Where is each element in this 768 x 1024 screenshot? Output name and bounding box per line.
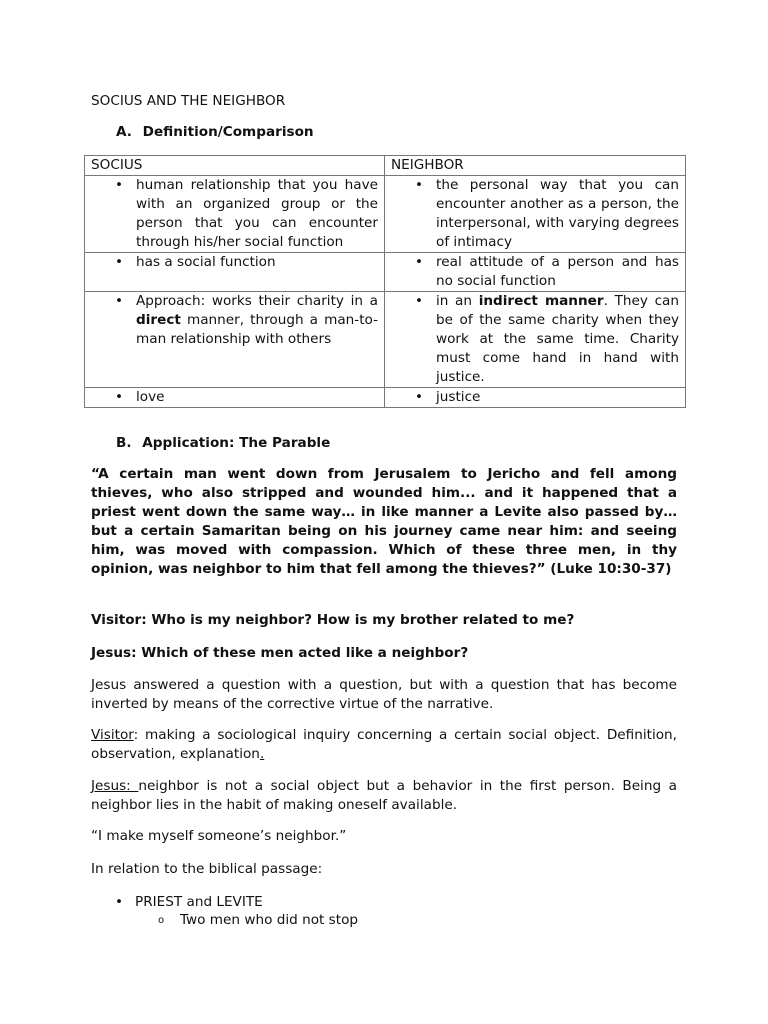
visitor-paragraph (91, 726, 677, 764)
section-b-title: Application: The Parable (142, 435, 331, 451)
socius-text-bold: direct (136, 312, 181, 328)
bullet-icon: • (115, 177, 124, 193)
table-row (85, 292, 686, 388)
visitor-question: Visitor: Who is my neighbor? How is my brother related to me? (91, 612, 575, 628)
neighbor-text-bold: indirect manner (478, 293, 604, 309)
neighbor-text: justice (436, 389, 481, 405)
neighbor-text-after: . They can be of the same charity when they work at the same time. Charity must come hand in hand with justice. (436, 293, 679, 385)
socius-text: human relationship that you have with an organized group or the person that you can encounter through his/her social function (136, 177, 378, 250)
table-cell (85, 292, 385, 388)
header-neighbor: NEIGHBOR (385, 156, 686, 176)
relation-line: In relation to the biblical passage: (91, 861, 323, 877)
bullet-icon: • (115, 293, 124, 309)
socius-text: has a social function (136, 254, 276, 270)
sub-list-item (158, 911, 358, 930)
table-cell (85, 388, 385, 408)
table-cell (385, 253, 686, 292)
comparison-table (84, 155, 686, 408)
section-b-letter: B. (116, 435, 132, 451)
table-cell (85, 176, 385, 253)
table-cell (385, 292, 686, 388)
neighbor-text-before: in an (436, 293, 473, 309)
section-a-letter: A. (116, 124, 132, 140)
bullet-icon: • (115, 254, 124, 270)
table-header-row (85, 156, 686, 176)
section-a-title: Definition/Comparison (142, 124, 314, 140)
jesus-question: Jesus: Which of these men acted like a neighbor? (91, 645, 469, 661)
neighbor-text: the personal way that you can encounter another as a person, the interpersonal, with varying degrees of intimacy (436, 177, 679, 250)
circle-bullet-icon: o (158, 915, 165, 926)
neighbor-text: real attitude of a person and has no social function (436, 254, 679, 289)
jesus-paragraph (91, 777, 677, 815)
jesus-label: Jesus: (91, 778, 139, 794)
section-a-heading (116, 123, 314, 142)
table-cell (385, 176, 686, 253)
socius-text-before: Approach: works their charity in a (136, 293, 378, 309)
socius-text: love (136, 389, 165, 405)
table-row (85, 176, 686, 253)
bullet-icon: • (115, 389, 124, 405)
header-socius: SOCIUS (85, 156, 385, 176)
parable-quote: “A certain man went down from Jerusalem to Jericho and fell among thieves, who also stripped and wounded him... and it happened that a priest went down the same way… in like manner a Levite also passed by… but a certain Samaritan being on his journey came near him: and seeing him, was moved with compassion. Which of these three men, in thy opinion, was neighbor to him that fell among the thieves?” (Luke 10:30-37) (91, 466, 677, 577)
table-cell (385, 388, 686, 408)
neighbor-quote: “I make myself someone’s neighbor.” (91, 828, 347, 844)
document-title: SOCIUS AND THE NEIGHBOR (91, 93, 286, 109)
bullet-icon: • (115, 894, 124, 910)
table-cell (85, 253, 385, 292)
socius-text-after: manner, through a man-to-man relationship with others (136, 312, 378, 347)
visitor-trail: . (259, 746, 265, 762)
bullet-icon: • (415, 254, 424, 270)
jesus-text: neighbor is not a social object but a behavior in the first person. Being a neighbor lies in the habit of making oneself available. (91, 778, 677, 813)
sub-list-item-text: Two men who did not stop (180, 912, 359, 928)
bullet-icon: • (415, 293, 424, 309)
list-item-text: PRIEST and LEVITE (135, 894, 263, 910)
bullet-icon: • (415, 177, 424, 193)
list-item (115, 893, 263, 912)
table-row (85, 388, 686, 408)
visitor-label: Visitor (91, 727, 134, 743)
bullet-icon: • (415, 389, 424, 405)
section-b-heading (116, 434, 330, 453)
visitor-text: : making a sociological inquiry concerning a certain social object. Definition, observation, explanation (91, 727, 677, 762)
answer-paragraph: Jesus answered a question with a question, but with a question that has become inverted by means of the corrective virtue of the narrative. (91, 677, 677, 712)
table-row (85, 253, 686, 292)
